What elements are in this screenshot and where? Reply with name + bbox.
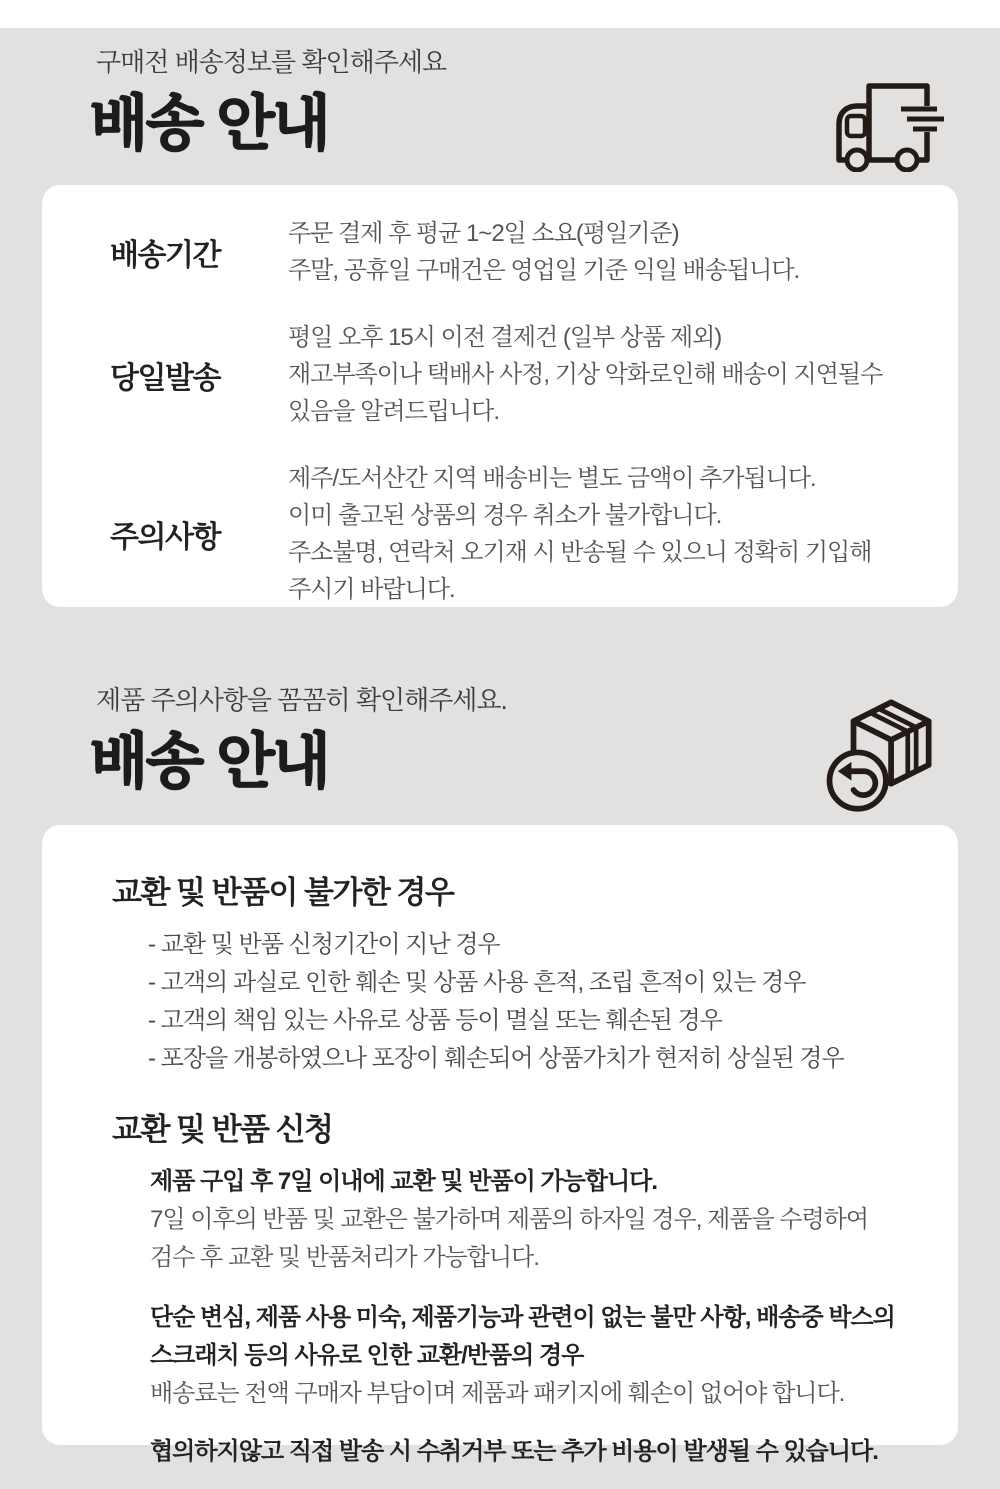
- shipping-info-card: [42, 185, 958, 607]
- row-text: [288, 319, 882, 430]
- text-line: 주소불명, 연락처 오기재 시 반송될 수 있으니 정확히 기입해: [288, 539, 872, 566]
- row-text: [288, 215, 799, 289]
- text-line: 제품 구입 후 7일 이내에 교환 및 반품이 가능합니다.: [150, 1168, 658, 1195]
- unagreed-shipping-warning: 협의하지않고 직접 발송 시 수취거부 또는 추가 비용이 발생될 수 있습니다.: [150, 1438, 878, 1465]
- text-line: 단순 변심, 제품 사용 미숙, 제품기능과 관련이 없는 불만 사항, 배송중 박스의: [150, 1304, 895, 1331]
- caution-row: [110, 460, 928, 608]
- row-label: 주의사항: [110, 521, 220, 554]
- text-line: 스크래치 등의 사유로 인한 교환/반품의 경우: [150, 1342, 584, 1369]
- text-line: 7일 이후의 반품 및 교환은 불가하며 제품의 하자일 경우, 제품을 수령하여: [150, 1206, 869, 1233]
- no-return-cases-heading: 교환 및 반품이 불가한 경우: [112, 875, 454, 910]
- text-line: 있음을 알려드립니다.: [288, 398, 499, 425]
- text-line: 주시기 바랍니다.: [288, 576, 455, 603]
- text-line: 주말, 공휴일 구매건은 영업일 기준 익일 배송됩니다.: [288, 257, 800, 284]
- shipping-section-title: 배송 안내: [90, 90, 329, 157]
- text-line: 이미 출고된 상품의 경우 취소가 불가합니다.: [288, 502, 722, 529]
- bullet-item: - 고객의 책임 있는 사유로 상품 등이 멸실 또는 훼손된 경우: [148, 1007, 722, 1034]
- text-line: 제주/도서산간 지역 배송비는 별도 금액이 추가됩니다.: [288, 465, 816, 492]
- buyer-pays-paragraph: [150, 1299, 928, 1413]
- text-line: 주문 결제 후 평균 1~2일 소요(평일기준): [288, 220, 679, 247]
- top-white-strip: [0, 0, 1000, 28]
- returns-section-title: 배송 안내: [90, 728, 329, 795]
- same-day-shipping-row: [110, 319, 928, 430]
- delivery-truck-icon: [826, 76, 950, 177]
- text-line: 재고부족이나 택배사 사정, 기상 악화로인해 배송이 지연될수: [288, 361, 883, 388]
- text-line: 검수 후 교환 및 반품처리가 가능합니다.: [150, 1244, 539, 1271]
- text-line: 배송료는 전액 구매자 부담이며 제품과 패키지에 훼손이 없어야 합니다.: [150, 1380, 845, 1407]
- return-window-paragraph: [150, 1163, 928, 1277]
- returns-policy-card: [42, 825, 958, 1465]
- row-label: 당일발송: [110, 361, 220, 395]
- bullet-item: - 고객의 과실로 인한 훼손 및 상품 사용 흔적, 조립 흔적이 있는 경우: [148, 969, 806, 996]
- shipping-period-row: [110, 215, 928, 289]
- row-text: [288, 460, 871, 608]
- return-request-heading: 교환 및 반품 신청: [112, 1112, 333, 1147]
- bullet-item: - 교환 및 반품 신청기간이 지난 경우: [148, 931, 500, 958]
- returns-section-subtitle: 제품 주의사항을 꼼꼼히 확인해주세요.: [96, 685, 507, 715]
- no-return-cases-list: [148, 926, 928, 1078]
- shipping-section-subtitle: 구매전 배송정보를 확인해주세요: [96, 47, 447, 77]
- bullet-item: - 포장을 개봉하였으나 포장이 훼손되어 상품가치가 현저히 상실된 경우: [148, 1045, 844, 1072]
- text-line: 평일 오후 15시 이전 결제건 (일부 상품 제외): [288, 324, 722, 351]
- row-label: 배송기간: [110, 239, 220, 272]
- return-box-icon: [826, 694, 952, 819]
